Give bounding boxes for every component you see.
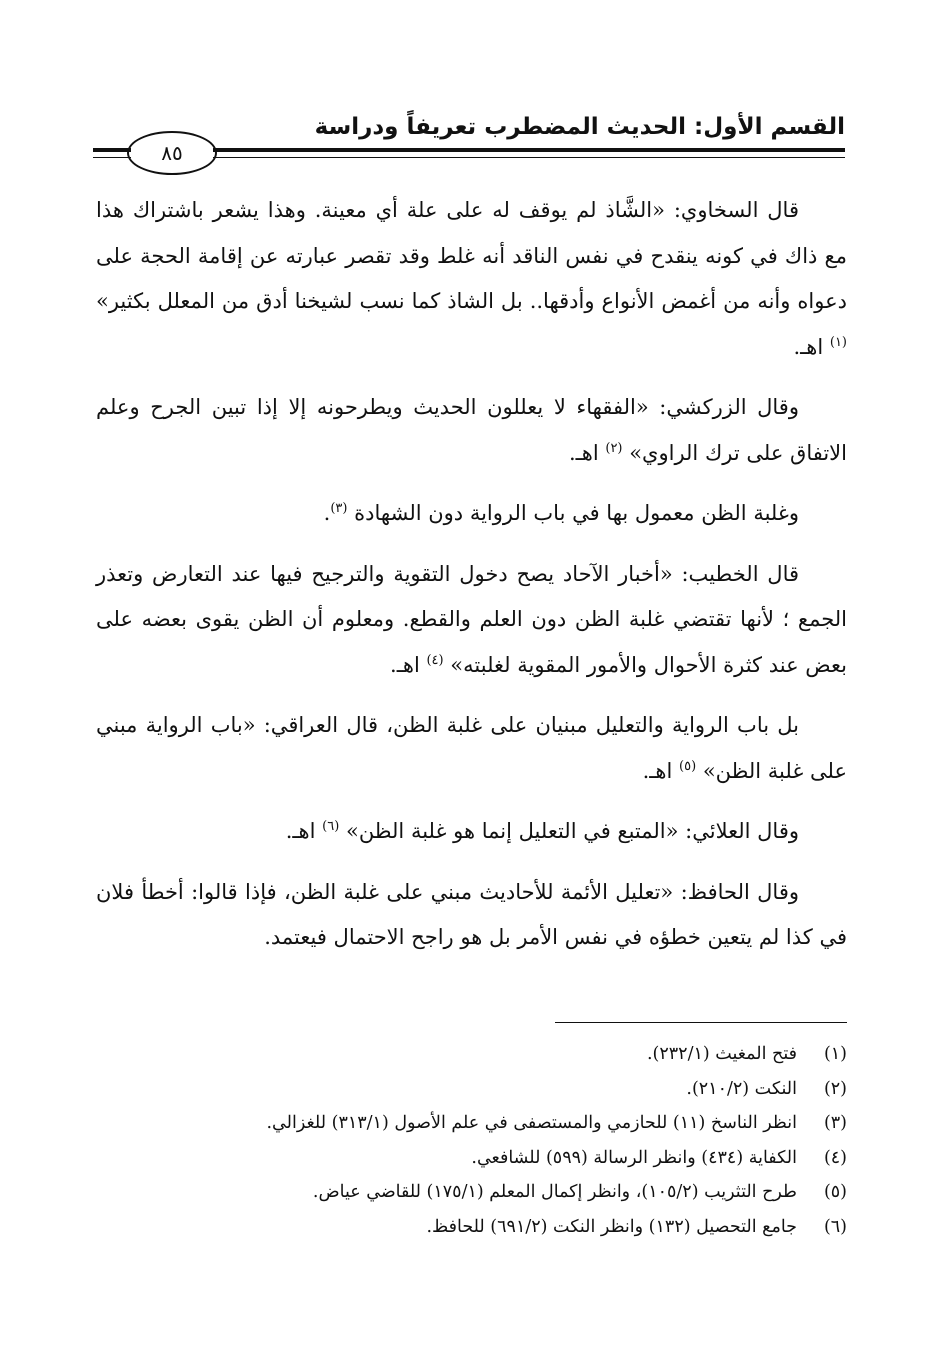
footnote-text: النكت (٢١٠/٢). bbox=[686, 1078, 797, 1099]
paragraph-text: قال الخطيب: «أخبار الآحاد يصح دخول التقوية والترجيح فيها عند التعارض وتعذر الجمع ؛ لأنها تقتضي غلبة الظن دون العلم والقطع. ومعلوم أن الظن يقوى بعضه على بعض عند كثرة الأحوال والأمور المقوية لغلبته» bbox=[96, 561, 847, 677]
paragraph bbox=[96, 188, 847, 370]
paragraph-tail: اهـ. bbox=[793, 334, 830, 359]
paragraph-text: وقال الزركشي: «الفقهاء لا يعللون الحديث ويطرحونه إلا إذا تبين الجرح وعلم الاتفاق على ترك الراوي» bbox=[96, 395, 847, 465]
header-rule bbox=[213, 148, 845, 158]
footnote-item bbox=[96, 1175, 847, 1210]
paragraph bbox=[96, 491, 847, 537]
footnote-ref: (٦) bbox=[322, 819, 340, 834]
footnote-ref: (١) bbox=[829, 334, 847, 350]
footnote-text: جامع التحصيل (١٣٢) وانظر النكت (٦٩١/٢) للحافظ. bbox=[426, 1216, 797, 1237]
paragraph-tail: . bbox=[323, 501, 331, 525]
header-rule-left bbox=[93, 148, 131, 158]
footnote-ref: (٤) bbox=[426, 652, 444, 668]
paragraph bbox=[96, 703, 847, 794]
footnote-text: الكفاية (٤٣٤) وانظر الرسالة (٥٩٩) للشافعي. bbox=[471, 1147, 797, 1168]
footnote-ref: (٣) bbox=[330, 501, 348, 516]
paragraph-text: قال السخاوي: «الشَّاذ لم يوقف له على علة أي معينة. وهذا يشعر باشتراك هذا مع ذاك في كونه ينقدح في نفس الناقد أنه غلط وقد تقصر عبارته عن إقامة الحجة على دعواه وأنه من أغمض الأنواع وأدقها.. بل الشاذ كما نسب لشيخنا أدق من المعلل بكثير» bbox=[96, 198, 847, 313]
footnote-number: (٤) bbox=[823, 1147, 847, 1168]
footnote-number: (٢) bbox=[823, 1078, 847, 1099]
paragraph bbox=[96, 870, 847, 961]
paragraph bbox=[96, 552, 847, 689]
running-title: القسم الأول: الحديث المضطرب تعريفاً ودراسة bbox=[314, 114, 845, 140]
paragraph-text: وغلبة الظن معمول بها في باب الرواية دون الشهادة bbox=[354, 501, 799, 525]
footnote-item bbox=[96, 1072, 847, 1107]
paragraph-tail: اهـ. bbox=[390, 652, 427, 677]
paragraph-tail: اهـ. bbox=[642, 758, 679, 783]
footnote-item bbox=[96, 1141, 847, 1176]
body-text bbox=[96, 188, 847, 961]
paragraph-text: وقال العلائي: «المتبع في التعليل إنما هو غلبة الظن» bbox=[345, 819, 799, 843]
paragraph-text: وقال الحافظ: «تعليل الأئمة للأحاديث مبني على غلبة الظن، فإذا قالوا: أخطأ فلان في كذا لم يتعين خطؤه في نفس الأمر بل هو راجح الاحتمال فيعتمد. bbox=[96, 879, 847, 949]
footnote-item bbox=[96, 1037, 847, 1072]
paragraph-tail: اهـ. bbox=[285, 819, 323, 843]
footnote-number: (٣) bbox=[823, 1113, 847, 1133]
paragraph bbox=[96, 385, 847, 476]
footnote-separator bbox=[555, 1022, 847, 1023]
footnote-text: فتح المغيث (٢٣٢/١). bbox=[646, 1044, 797, 1064]
footnote-ref: (٥) bbox=[679, 758, 697, 774]
page-number: ٨٥ bbox=[127, 131, 217, 175]
paragraph-text: بل باب الرواية والتعليل مبنيان على غلبة الظن، قال العراقي: «باب الرواية مبني على غلبة الظن» bbox=[96, 713, 847, 783]
footnote-text: طرح التثريب (١٠٥/٢)، وانظر إكمال المعلم (١٧٥/١) للقاضي عياض. bbox=[312, 1182, 797, 1202]
footnote-number: (١) bbox=[823, 1044, 847, 1064]
footnote-ref: (٢) bbox=[605, 440, 623, 456]
footnote-number: (٥) bbox=[823, 1182, 847, 1202]
footnote-item bbox=[96, 1210, 847, 1245]
footnote-item bbox=[96, 1106, 847, 1141]
paragraph-tail: اهـ. bbox=[568, 440, 606, 465]
paragraph bbox=[96, 809, 847, 855]
footnote-text: انظر الناسخ (١١) للحازمي والمستصفى في علم الأصول (٣١٣/١) للغزالي. bbox=[266, 1113, 797, 1133]
footnotes-list bbox=[96, 1037, 847, 1244]
footnote-number: (٦) bbox=[823, 1216, 847, 1237]
